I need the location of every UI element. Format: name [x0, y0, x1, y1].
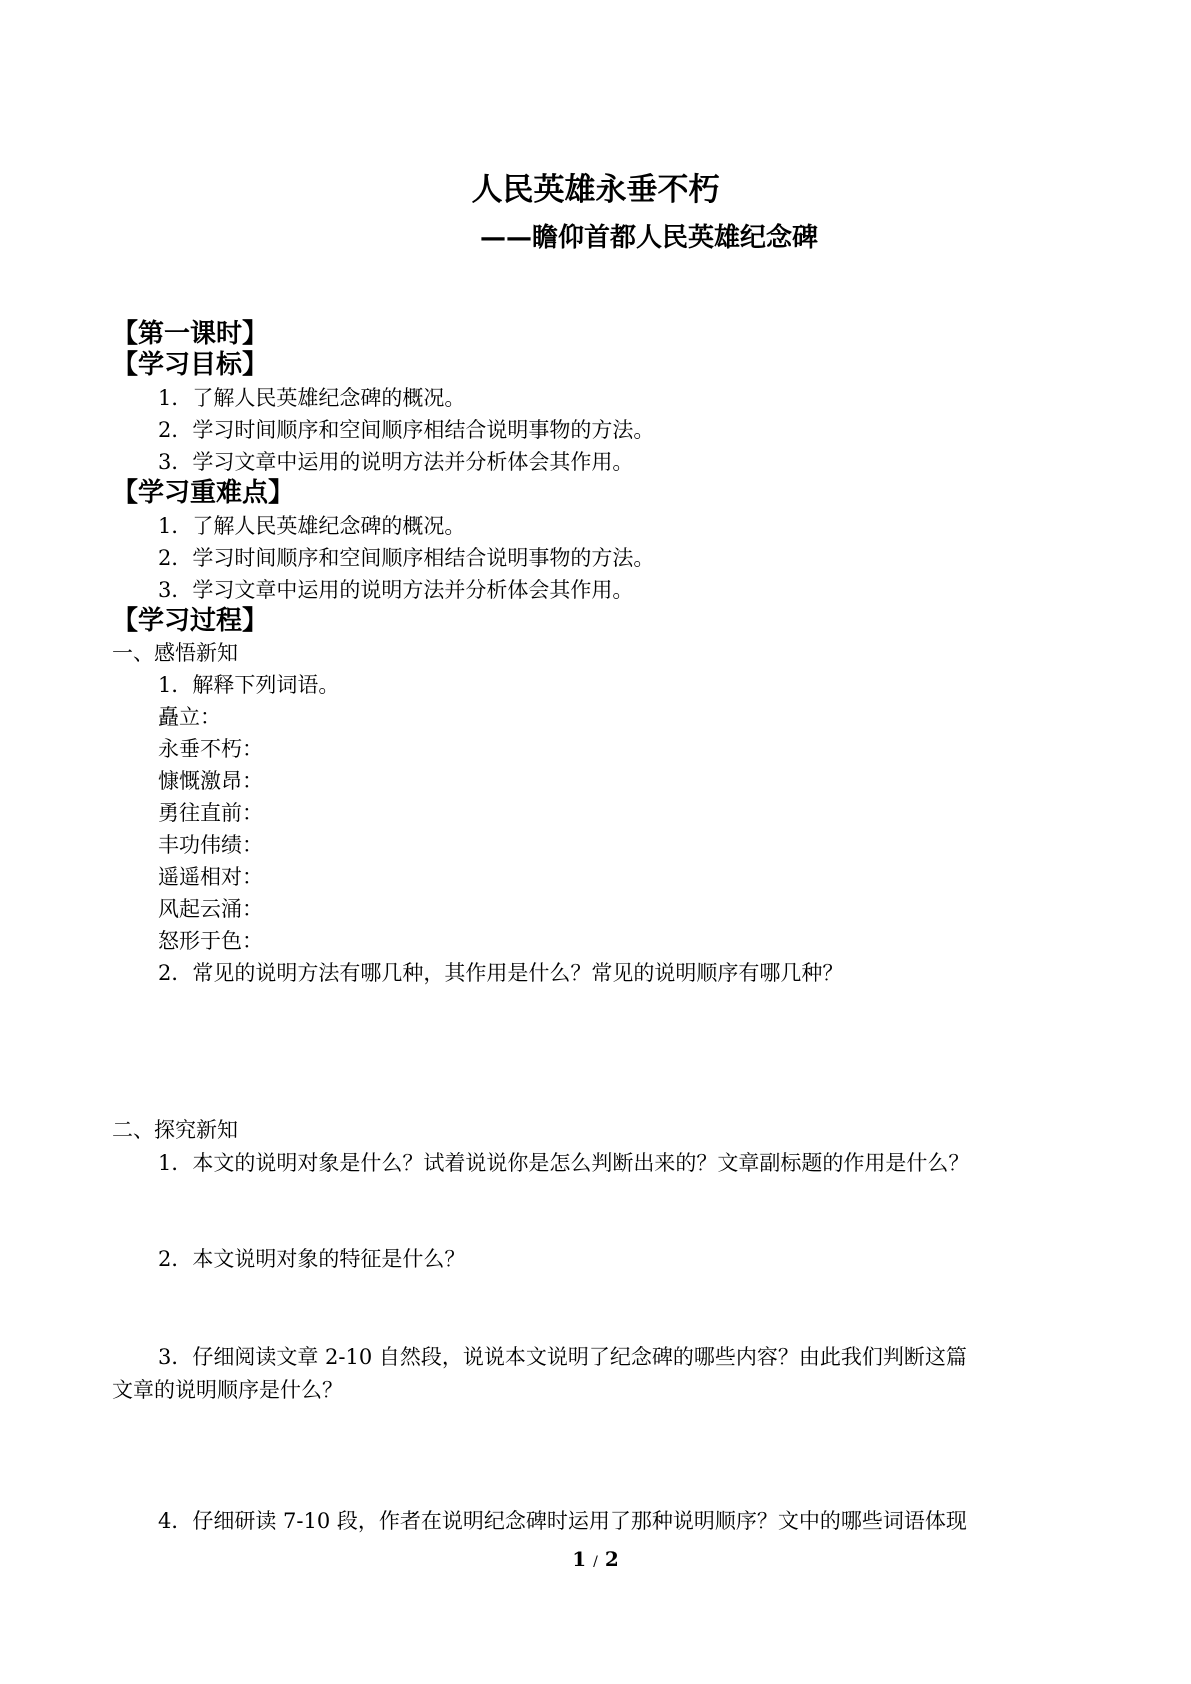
current-page: 1	[572, 1547, 587, 1571]
vocabulary-word: 慷慨激昂：	[158, 769, 263, 793]
part1-question-1: 1．解释下列词语。	[158, 673, 340, 697]
goal-item: 1．了解人民英雄纪念碑的概况。	[158, 386, 466, 410]
part2-heading: 二、探究新知	[112, 1118, 238, 1142]
part2-question-3: 3．仔细阅读文章 2-10 自然段，说说本文说明了纪念碑的哪些内容？由此我们判断这篇	[158, 1345, 967, 1369]
vocabulary-word: 矗立：	[158, 705, 221, 729]
vocabulary-word: 遥遥相对：	[158, 865, 263, 889]
page-separator: /	[593, 1554, 598, 1570]
total-pages: 2	[604, 1547, 619, 1571]
part1-question-2: 2．常见的说明方法有哪几种，其作用是什么？常见的说明顺序有哪几种？	[158, 961, 844, 985]
process-heading: 【学习过程】	[112, 606, 269, 636]
key-points-heading: 【学习重难点】	[112, 478, 295, 508]
vocabulary-word: 丰功伟绩：	[158, 833, 263, 857]
key-point-item: 3．学习文章中运用的说明方法并分析体会其作用。	[158, 578, 634, 602]
part2-question-2: 2．本文说明对象的特征是什么？	[158, 1247, 466, 1271]
part2-question-3-continued: 文章的说明顺序是什么？	[112, 1378, 343, 1402]
goal-item: 3．学习文章中运用的说明方法并分析体会其作用。	[158, 450, 634, 474]
goals-heading: 【学习目标】	[112, 350, 269, 380]
document-title: 人民英雄永垂不朽	[471, 172, 720, 208]
page-number	[0, 1544, 1191, 1577]
vocabulary-word: 风起云涌：	[158, 897, 263, 921]
lesson-heading: 【第一课时】	[112, 319, 269, 349]
vocabulary-word: 永垂不朽：	[158, 737, 263, 761]
part2-question-4: 4．仔细研读 7-10 段，作者在说明纪念碑时运用了那种说明顺序？文中的哪些词语体现	[158, 1509, 967, 1533]
document-subtitle: ——瞻仰首都人民英雄纪念碑	[480, 223, 819, 253]
part1-heading: 一、感悟新知	[112, 641, 238, 665]
key-point-item: 2．学习时间顺序和空间顺序相结合说明事物的方法。	[158, 546, 655, 570]
part2-question-1: 1．本文的说明对象是什么？试着说说你是怎么判断出来的？文章副标题的作用是什么？	[158, 1151, 970, 1175]
vocabulary-word: 怒形于色：	[158, 929, 263, 953]
goal-item: 2．学习时间顺序和空间顺序相结合说明事物的方法。	[158, 418, 655, 442]
vocabulary-word: 勇往直前：	[158, 801, 263, 825]
key-point-item: 1．了解人民英雄纪念碑的概况。	[158, 514, 466, 538]
